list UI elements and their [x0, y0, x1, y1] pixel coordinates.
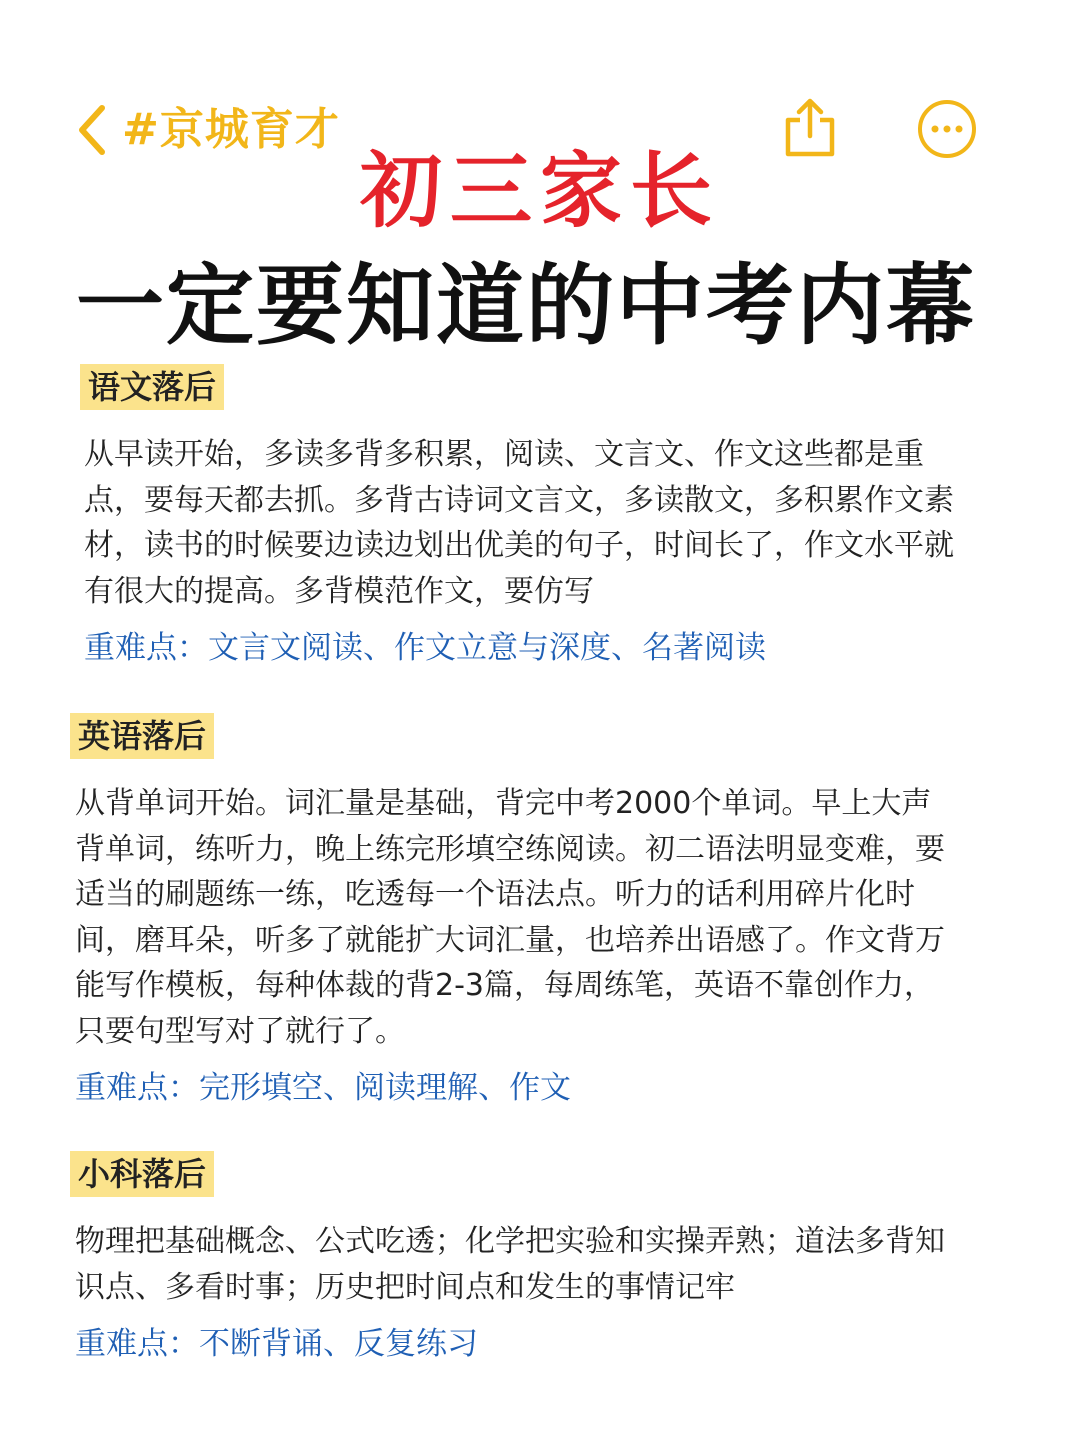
section-key-points: 重难点：完形填空、阅读理解、作文 — [75, 1070, 571, 1106]
section-body: 从背单词开始。词汇量是基础，背完中考2000个单词。早上大声背单词，练听力，晚上练完形填空练阅读。初二语法明显变难，要适当的刷题练一练，吃透每一个语法点。听力的话利用碎片化时间，磨耳朵，听多了就能扩大词汇量，也培养出语感了。作文背万能写作模板，每种体裁的背2-3篇，每周练笔，英语不靠创作力，只要句型写对了就行了。 — [75, 786, 945, 1049]
title-line-1: 初三家长 — [359, 144, 720, 239]
title-line-2: 一定要知道的中考内幕 — [76, 254, 977, 357]
section-chinese — [80, 364, 960, 670]
section-minor-subjects — [70, 1151, 950, 1366]
section-body: 从早读开始，多读多背多积累，阅读、文言文、作文这些都是重点，要每天都去抓。多背古诗词文言文，多读散文，多积累作文素材，读书的时候要边读边划出优美的句子，时间长了，作文水平就有很大的提高。多背模范作文，要仿写 — [84, 437, 954, 609]
section-english — [70, 713, 950, 1110]
section-label: 语文落后 — [80, 364, 224, 410]
section-label: 英语落后 — [70, 713, 214, 759]
topic-tag[interactable]: #京城育才 — [122, 104, 340, 155]
section-label: 小科落后 — [70, 1151, 214, 1197]
section-key-points: 重难点：文言文阅读、作文立意与深度、名著阅读 — [84, 630, 766, 666]
section-key-points: 重难点：不断背诵、反复练习 — [75, 1326, 478, 1362]
section-body: 物理把基础概念、公式吃透；化学把实验和实操弄熟；道法多背知识点、多看时事；历史把时间点和发生的事情记牢 — [75, 1224, 945, 1305]
